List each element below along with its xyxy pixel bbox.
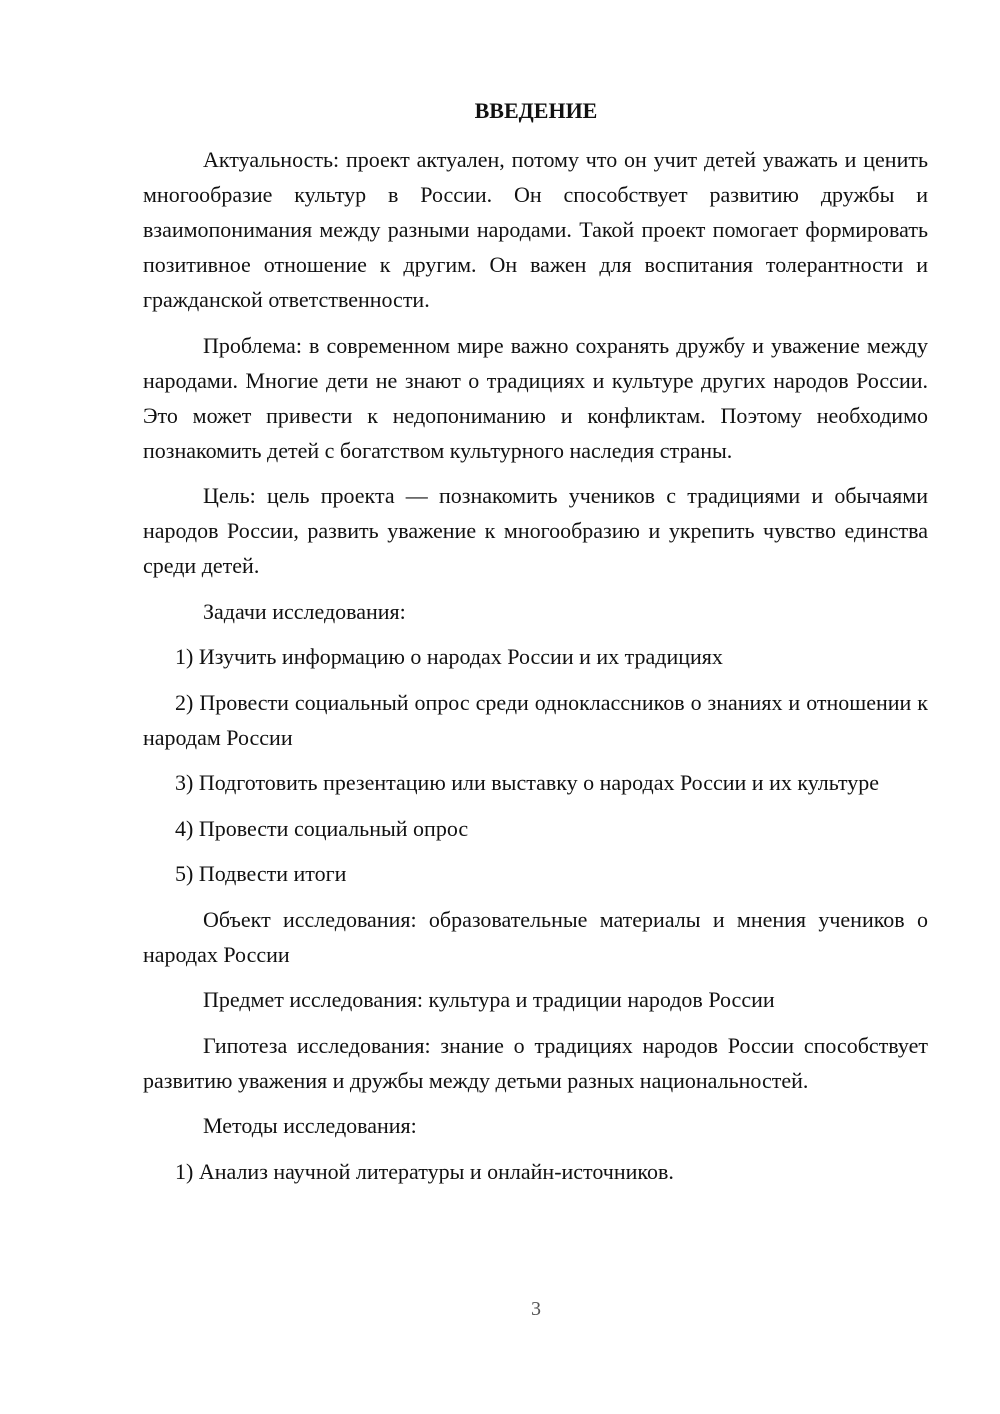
problem-paragraph: Проблема: в современном мире важно сохранять дружбу и уважение между народами. Многие дети не знают о традициях и культуре других народов России. Это может привести к недопониманию и конфликтам. Поэтому необходимо познакомить детей с богатством культурного наследия страны. (143, 332, 928, 463)
tasks-heading: Задачи исследования: (203, 598, 406, 624)
page-title: ВВЕДЕНИЕ (474, 98, 598, 123)
object-paragraph: Объект исследования: образовательные материалы и мнения учеников о народах России (143, 906, 928, 967)
hypothesis-paragraph: Гипотеза исследования: знание о традициях народов России способствует развитию уважения и дружбы между детьми разных национальностей. (143, 1032, 928, 1093)
subject-paragraph: Предмет исследования: культура и традиции народов России (203, 987, 775, 1012)
task-item: 2) Провести социальный опрос среди одноклассников о знаниях и отношении к народам России (143, 689, 928, 750)
page-number: 3 (531, 1298, 541, 1320)
task-item: 5) Подвести итоги (175, 861, 347, 886)
document-body (143, 142, 928, 1199)
task-item: 1) Изучить информацию о народах России и их традициях (175, 644, 723, 669)
methods-heading: Методы исследования: (203, 1113, 417, 1138)
goal-paragraph: Цель: цель проекта — познакомить учеников с традициями и обычаями народов России, развить уважение к многообразию и укрепить чувство единства среди детей. (143, 483, 928, 578)
task-item: 4) Провести социальный опрос (175, 815, 469, 841)
relevance-paragraph: Актуальность: проект актуален, потому что он учит детей уважать и ценить многообразие культур в России. Он способствует развитию дружбы и взаимопонимания между разными народами. Такой проект помогает формировать позитивное отношение к другим. Он важен для воспитания толерантности и гражданской ответственности. (143, 147, 928, 312)
method-item: 1) Анализ научной литературы и онлайн-источников. (175, 1158, 674, 1184)
task-item: 3) Подготовить презентацию или выставку о народах России и их культуре (175, 770, 880, 795)
